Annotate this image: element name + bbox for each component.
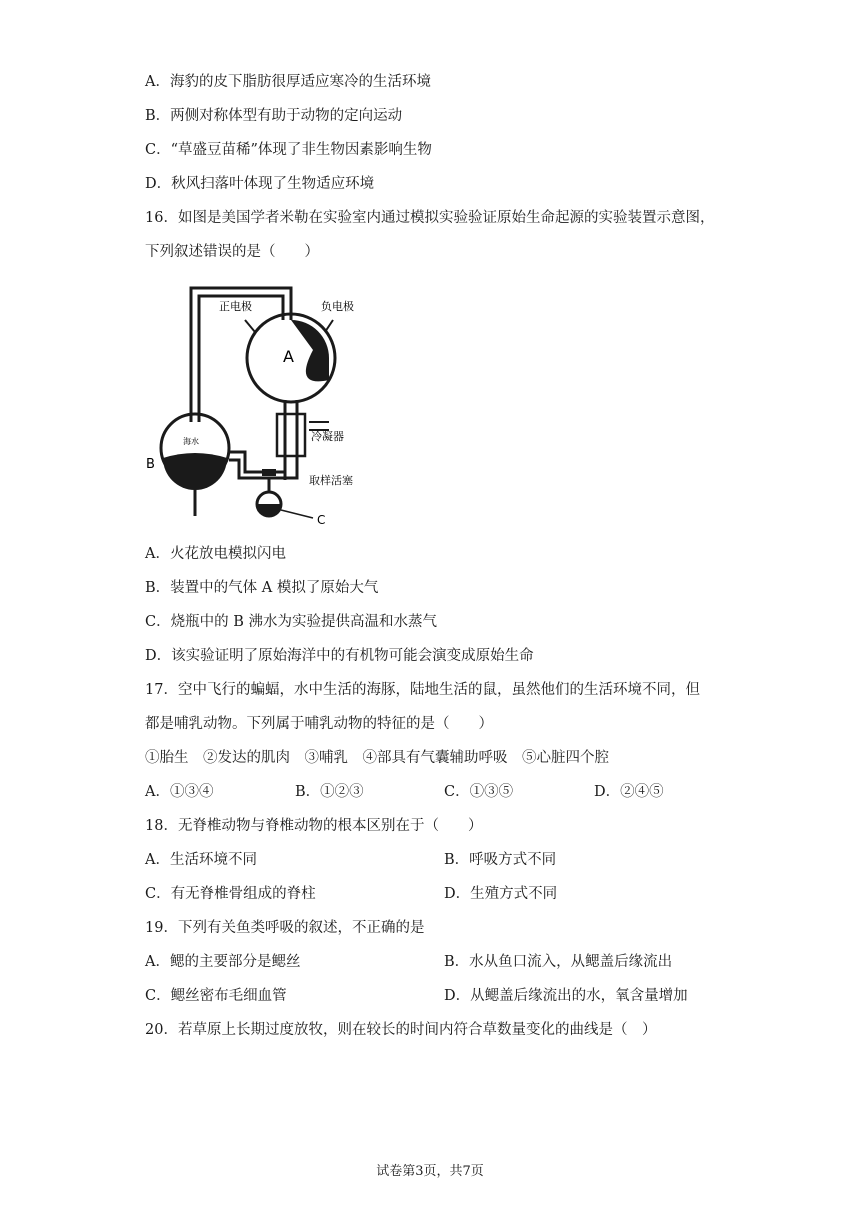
q17-option-d: D．②④⑤ [594, 784, 664, 800]
q19-option-a: A．鳃的主要部分是鳃丝 [145, 954, 301, 970]
page-footer: 试卷第3页，共7页 [376, 1164, 484, 1179]
q18-option-d: D．生殖方式不同 [444, 886, 558, 902]
q16-stem-line1: 16．如图是美国学者米勒在实验室内通过模拟实验验证原始生命起源的实验装置示意图， [145, 210, 715, 226]
q17-stem-line2: 都是哺乳动物。下列属于哺乳动物的特征的是（ ） [145, 716, 493, 732]
q19-option-b: B．水从鱼口流入，从鳃盖后缘流出 [444, 954, 673, 970]
q19-stem: 19．下列有关鱼类呼吸的叙述，不正确的是 [145, 920, 425, 936]
q18-option-b: B．呼吸方式不同 [444, 852, 557, 868]
q17-stem-line1: 17．空中飞行的蝙蝠，水中生活的海豚，陆地生活的鼠，虽然他们的生活环境不同，但 [145, 682, 700, 698]
q19-option-c: C．鳃丝密布毛细血管 [145, 988, 287, 1004]
label-c: C [317, 513, 326, 527]
miller-apparatus-figure [143, 280, 363, 530]
q16-option-c: C．烧瓶中的 B 沸水为实验提供高温和水蒸气 [145, 614, 437, 630]
q16-option-a: A．火花放电模拟闪电 [145, 546, 286, 562]
q17-option-b: B．①②③ [295, 784, 364, 800]
q16-option-d: D．该实验证明了原始海洋中的有机物可能会演变成原始生命 [145, 648, 534, 664]
label-b: B [146, 457, 155, 472]
q17-items: ①胎生 ②发达的肌肉 ③哺乳 ④部具有气囊辅助呼吸 ⑤心脏四个腔 [145, 750, 609, 766]
q15-option-b: B．两侧对称体型有助于动物的定向运动 [145, 108, 403, 124]
q17-option-c: C．①③⑤ [444, 784, 514, 800]
q15-option-a: A．海豹的皮下脂肪很厚适应寒冷的生活环境 [145, 74, 431, 90]
q18-option-a: A．生活环境不同 [145, 852, 257, 868]
q15-option-d: D．秋风扫落叶体现了生物适应环境 [145, 176, 375, 192]
q18-option-c: C．有无脊椎骨组成的脊柱 [145, 886, 316, 902]
q18-stem: 18．无脊椎动物与脊椎动物的根本区别在于（ ） [145, 818, 483, 834]
q19-option-d: D．从鳃盖后缘流出的水，氧含量增加 [444, 988, 688, 1004]
label-condenser: 冷凝器 [311, 430, 344, 443]
label-water: 海水 [183, 437, 199, 446]
label-sampling-valve: 取样活塞 [309, 474, 353, 487]
label-negative-electrode: 负电极 [321, 300, 354, 313]
label-a: A [283, 347, 294, 366]
q16-stem-line2: 下列叙述错误的是（ ） [145, 244, 319, 260]
label-positive-electrode: 正电极 [219, 300, 252, 313]
q20-stem: 20．若草原上长期过度放牧，则在较长的时间内符合草数量变化的曲线是（ ） [145, 1022, 657, 1038]
q17-option-a: A．①③④ [145, 784, 214, 800]
q16-option-b: B．装置中的气体 A 模拟了原始大气 [145, 580, 379, 596]
q15-option-c: C．“草盛豆苗稀”体现了非生物因素影响生物 [145, 142, 432, 158]
